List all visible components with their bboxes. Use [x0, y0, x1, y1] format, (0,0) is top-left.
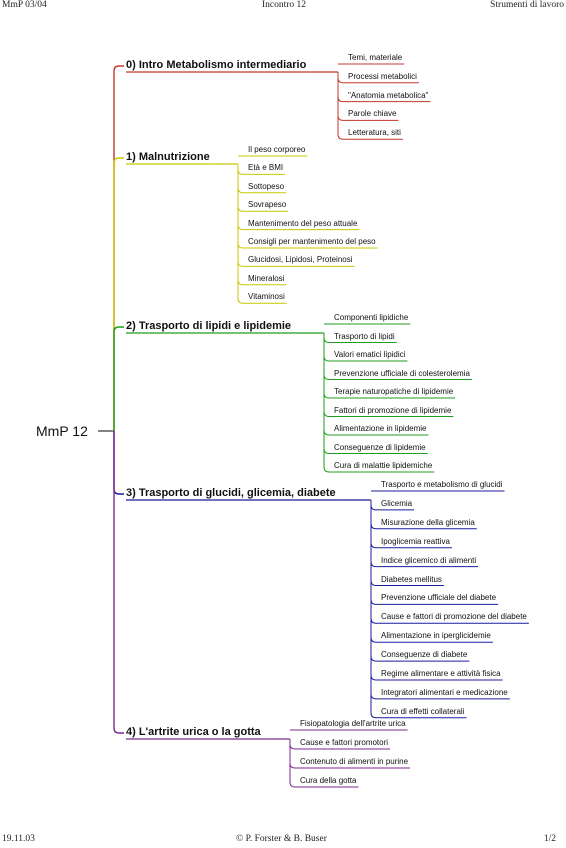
leaf-0-0: Temi, materiale [348, 53, 403, 62]
leaf-3-6: Prevenzione ufficiale del diabete [381, 593, 497, 603]
header-right: Strumenti di lavoro [490, 0, 564, 10]
leaf-1-6: Glucidosi, Lipidosi, Proteinosi [248, 255, 353, 265]
root-node: MmP 12 [36, 423, 88, 439]
leaf-3-2: Misurazione della glicemia [381, 517, 475, 527]
leaf-4-0: Fisiopatologia dell'artrite urica [300, 719, 406, 728]
leaf-1-4: Mantenimento del peso attuale [248, 218, 358, 228]
leaf-3-10: Regime alimentare e attività fisica [381, 669, 501, 678]
footer-copyright: © P. Forster & B. Buser [236, 834, 327, 844]
leaf-3-7: Cause e fattori di promozione del diabete [381, 612, 527, 622]
leaf-3-9: Conseguenze di diabete [381, 650, 468, 660]
branch-connector [114, 66, 124, 431]
leaf-2-4: Terapie naturopatiche di lipidemie [334, 387, 454, 396]
branch-1: 1) Malnutrizione [126, 151, 210, 163]
leaf-3-4: Indice glicemico di alimenti [381, 555, 477, 565]
leaf-0-2: "Anatomia metabolica" [348, 90, 429, 100]
leaf-2-2: Valori ematici lipidici [334, 350, 406, 359]
leaf-2-3: Prevenzione ufficiale di colesterolemia [334, 368, 470, 378]
leaf-3-1: Glicemia [381, 498, 413, 508]
leaf-0-3: Parole chiave [348, 109, 397, 119]
leaf-3-0: Trasporto e metabolismo di glucidi [381, 480, 503, 489]
leaf-0-4: Letteratura, siti [348, 128, 401, 138]
leaf-3-3: Ipoglicemia reattiva [381, 536, 450, 546]
header-left: MmP 03/04 [2, 0, 47, 10]
footer-date: 19.11.03 [2, 834, 35, 844]
branch-0: 0) Intro Metabolismo intermediario [126, 59, 307, 71]
leaf-3-8: Alimentazione in iperglicidemie [381, 631, 491, 641]
leaf-3-5: Diabetes mellitus [381, 574, 442, 584]
branch-4: 4) L'artrite urica o la gotta [126, 726, 261, 738]
leaf-4-1: Cause e fattori promotori [300, 738, 389, 747]
leaf-0-1: Processi metabolici [348, 71, 417, 81]
branch-connector [114, 431, 124, 733]
leaf-1-7: Mineralosi [248, 273, 285, 283]
branch-connector [114, 431, 124, 494]
branch-3: 3) Trasporto di glucidi, glicemia, diabete [126, 487, 336, 499]
branch-connector [114, 158, 124, 431]
leaf-2-6: Alimentazione in lipidemie [334, 424, 427, 433]
leaf-2-0: Componenti lipidiche [334, 313, 409, 322]
leaf-1-5: Consigli per mantenimento del peso [248, 237, 376, 246]
branch-connector [114, 327, 124, 431]
leaf-3-12: Cura di effetti collaterali [381, 706, 465, 716]
leaf-1-0: Il peso corporeo [248, 145, 306, 154]
leaf-2-8: Cura di malattie lipidemiche [334, 461, 433, 470]
leaf-1-1: Età e BMI [248, 163, 284, 173]
leaf-2-7: Conseguenze di lipidemie [334, 442, 426, 452]
leaf-3-11: Integratori alimentari e medicazione [381, 687, 508, 697]
header-center: Incontro 12 [262, 0, 307, 10]
leaf-1-2: Sottopeso [248, 181, 285, 191]
branch-2: 2) Trasporto di lipidi e lipidemie [126, 320, 292, 332]
leaf-2-5: Fattori di promozione di lipidemie [334, 405, 452, 415]
leaf-2-1: Trasporto di lipidi [334, 331, 395, 341]
leaf-4-2: Contenuto di alimenti in purine [300, 757, 409, 766]
footer-page-number: 1/2 [543, 834, 556, 844]
leaf-1-8: Vitaminosi [248, 292, 285, 302]
leaf-4-3: Cura della gotta [300, 776, 357, 785]
leaf-1-3: Sovrapeso [248, 200, 287, 210]
